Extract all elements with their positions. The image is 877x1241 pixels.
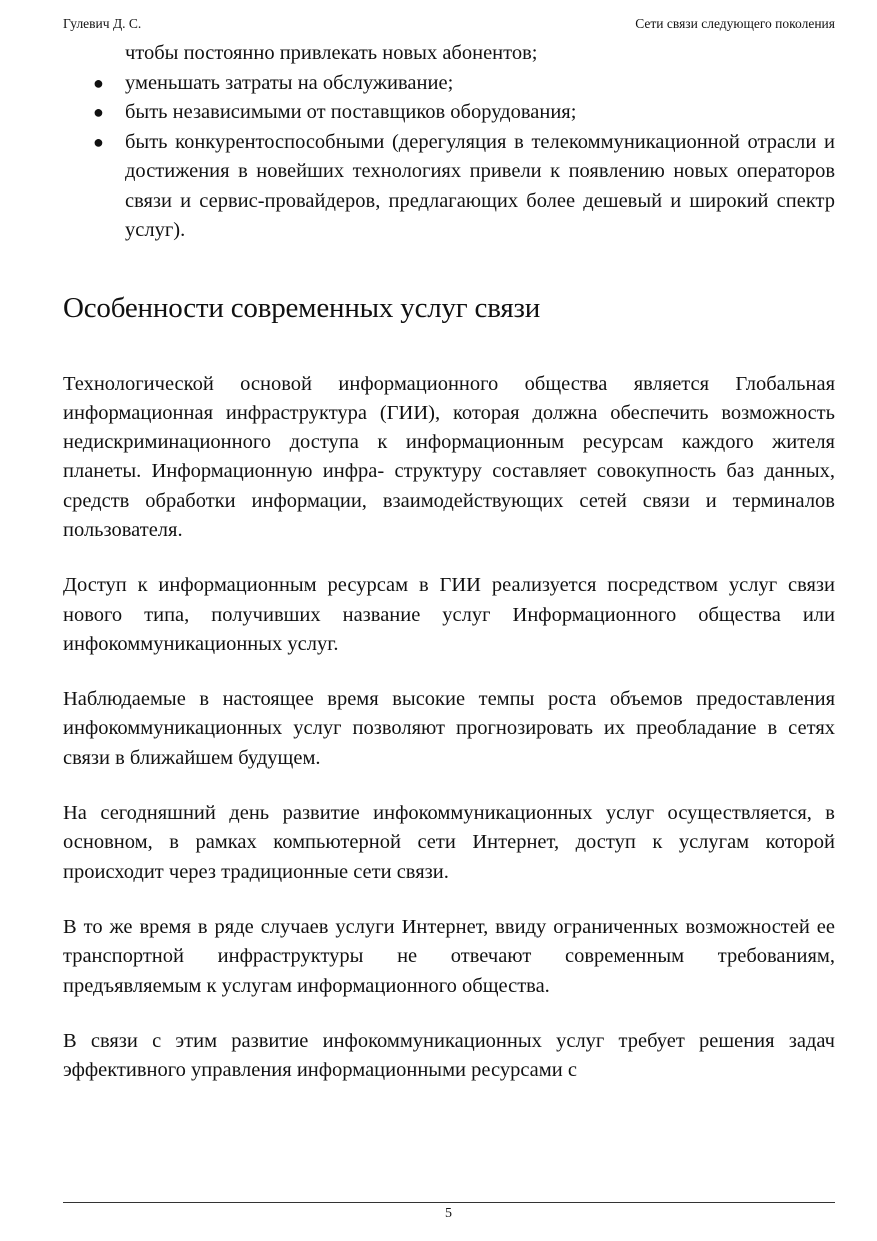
bullet-icon: ●: [93, 72, 104, 93]
bullet-icon: ●: [93, 131, 104, 152]
paragraph: В связи с этим развитие инфокоммуникационных услуг требует решения задач эффективного управления информационными ресурсами с: [63, 1029, 835, 1082]
footer-divider: [63, 1202, 835, 1203]
paragraph: В то же время в ряде случаев услуги Интернет, ввиду ограниченных возможностей ее транспортной инфраструктуры не отвечают современным требованиям, предъявляемым к услугам информационного общества.: [63, 915, 835, 997]
list-item: [63, 128, 835, 246]
list-item-text: быть конкурентоспособными (дерегуляция в телекоммуникационной отрасли и достижения в новейших технологиях привели к появлению новых операторов связи и сервис-провайдеров, предлагающих более дешевый и широкий спектр услуг).: [125, 130, 835, 241]
paragraph: Наблюдаемые в настоящее время высокие темпы роста объемов предоставления инфокоммуникационных услуг позволяют прогнозировать их преобладание в сетях связи в ближайшем будущем.: [63, 688, 835, 769]
paragraph: Технологической основой информационного общества является Глобальная информационная инфраструктура (ГИИ), которая должна обеспечить возможность недискриминационного доступа к информационным ресурсам каждого жителя планеты. Информационную инфра- структуру составляет совокупность баз данных, средств обработки информации, взаимодействующих сетей связи и терминалов пользователя.: [63, 372, 835, 541]
paragraph: На сегодняшний день развитие инфокоммуникационных услуг осуществляется, в основном, в рамках компьютерной сети Интернет, доступ к услугам которой происходит через традиционные сети связи.: [63, 802, 835, 883]
running-header: [63, 16, 835, 36]
bullet-icon: ●: [93, 102, 104, 122]
page-number: 5: [445, 1206, 452, 1221]
list-item-text: быть независимыми от поставщиков оборудования;: [125, 101, 577, 123]
header-title: Сети связи следующего поколения: [635, 16, 835, 31]
header-author: Гулевич Д. С.: [63, 16, 142, 31]
section-heading: Особенности современных услуг связи: [63, 291, 541, 324]
bullet-list: [63, 69, 835, 246]
list-item: [63, 98, 835, 128]
paragraph: Доступ к информационным ресурсам в ГИИ реализуется посредством услуг связи нового типа, получивших название услуг Информационного общества или инфокоммуникационных услуг.: [63, 574, 835, 655]
page-content: [63, 39, 835, 1085]
list-item-text: уменьшать затраты на обслуживание;: [125, 71, 454, 94]
list-item: [63, 69, 835, 99]
bullet-continuation: чтобы постоянно привлекать новых абонентов;: [125, 42, 538, 64]
